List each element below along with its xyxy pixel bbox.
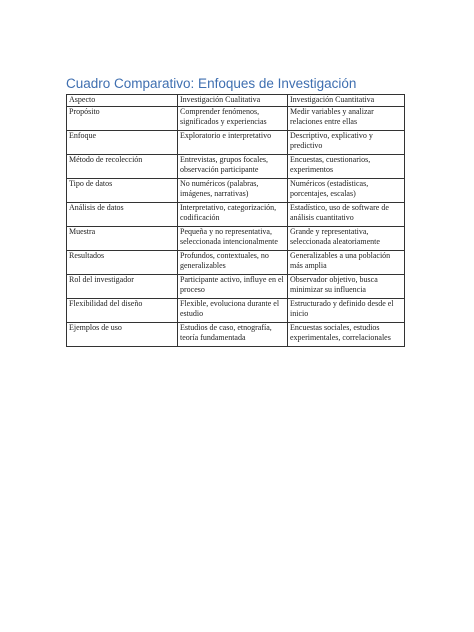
aspect-cell: Método de recolección	[67, 154, 178, 178]
header-cuantitativa: Investigación Cuantitativa	[288, 95, 405, 107]
quantitative-cell: Observador objetivo, busca minimizar su influencia	[288, 274, 405, 298]
qualitative-cell: Interpretativo, categorización, codificación	[178, 202, 288, 226]
qualitative-cell: Pequeña y no representativa, seleccionada intencionalmente	[178, 226, 288, 250]
aspect-cell: Tipo de datos	[67, 178, 178, 202]
qualitative-cell: Participante activo, influye en el proceso	[178, 274, 288, 298]
qualitative-cell: Profundos, contextuales, no generalizables	[178, 250, 288, 274]
table-row	[67, 154, 405, 178]
header-aspecto: Aspecto	[67, 95, 178, 107]
qualitative-cell: Estudios de caso, etnografía, teoría fundamentada	[178, 322, 288, 346]
aspect-cell: Flexibilidad del diseño	[67, 298, 178, 322]
quantitative-cell: Numéricos (estadísticas, porcentajes, escalas)	[288, 178, 405, 202]
table-body	[67, 106, 405, 346]
quantitative-cell: Medir variables y analizar relaciones entre ellas	[288, 106, 405, 130]
quantitative-cell: Descriptivo, explicativo y predictivo	[288, 130, 405, 154]
aspect-cell: Rol del investigador	[67, 274, 178, 298]
table-row	[67, 322, 405, 346]
aspect-cell: Enfoque	[67, 130, 178, 154]
header-cualitativa: Investigación Cualitativa	[178, 95, 288, 107]
table-header	[67, 95, 405, 107]
table-row	[67, 130, 405, 154]
comparison-table	[66, 94, 405, 347]
quantitative-cell: Encuestas sociales, estudios experimentales, correlacionales	[288, 322, 405, 346]
table-row	[67, 106, 405, 130]
qualitative-cell: Entrevistas, grupos focales, observación participante	[178, 154, 288, 178]
table-row	[67, 274, 405, 298]
qualitative-cell: No numéricos (palabras, imágenes, narrativas)	[178, 178, 288, 202]
aspect-cell: Resultados	[67, 250, 178, 274]
quantitative-cell: Estadístico, uso de software de análisis cuantitativo	[288, 202, 405, 226]
quantitative-cell: Estructurado y definido desde el inicio	[288, 298, 405, 322]
table-row	[67, 298, 405, 322]
qualitative-cell: Comprender fenómenos, significados y experiencias	[178, 106, 288, 130]
quantitative-cell: Grande y representativa, seleccionada aleatoriamente	[288, 226, 405, 250]
aspect-cell: Muestra	[67, 226, 178, 250]
table-row	[67, 250, 405, 274]
table-row	[67, 202, 405, 226]
quantitative-cell: Generalizables a una población más amplia	[288, 250, 405, 274]
qualitative-cell: Flexible, evoluciona durante el estudio	[178, 298, 288, 322]
page-title: Cuadro Comparativo: Enfoques de Investigación	[66, 76, 357, 91]
table-row	[67, 178, 405, 202]
header-row	[67, 95, 405, 107]
aspect-cell: Análisis de datos	[67, 202, 178, 226]
quantitative-cell: Encuestas, cuestionarios, experimentos	[288, 154, 405, 178]
aspect-cell: Ejemplos de uso	[67, 322, 178, 346]
table-row	[67, 226, 405, 250]
qualitative-cell: Exploratorio e interpretativo	[178, 130, 288, 154]
aspect-cell: Propósito	[67, 106, 178, 130]
